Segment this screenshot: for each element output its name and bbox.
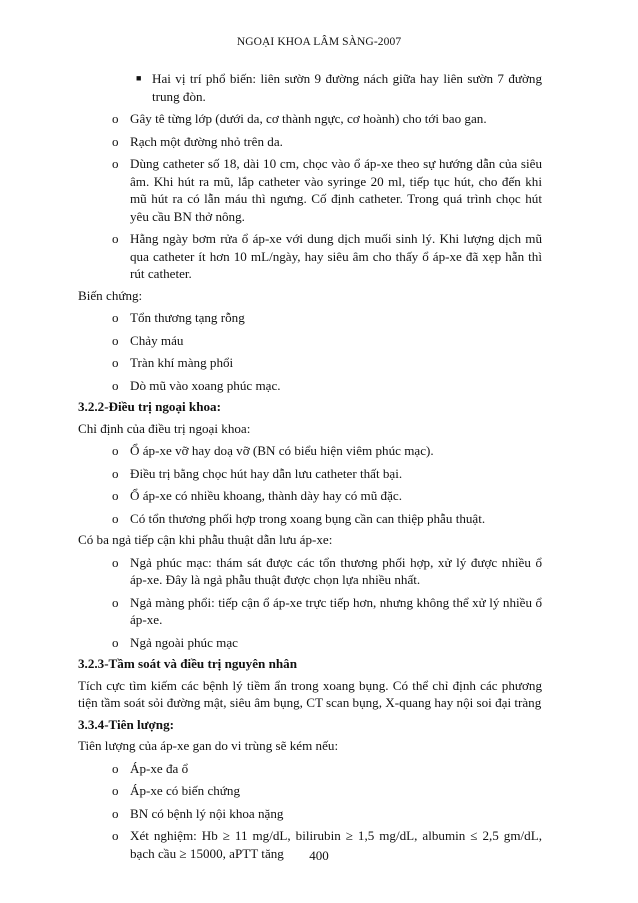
circle-bullet-icon: o [112,377,119,393]
circle-bullet-icon: o [112,111,119,126]
list-item-text: Dùng catheter số 18, dài 10 cm, chọc vào ổ áp-xe theo sự hướng dẫn của siêu âm. Khi hút ra mũ, lắp catheter vào syringe 20 ml, tiếp tục hút, cho đến khi mũ hút ra có lẫn máu thì ngưng. Cố định catheter. Trong quá trình chọc hút yêu cầu BN thở nông. [130,156,542,224]
paragraph: Tích cực tìm kiếm các bệnh lý tiềm ẩn trong xoang bụng. Có thể chỉ định các phương tiện tầm soát sỏi đường mật, siêu âm bụng, CT scan bụng, X-quang hay nội soi đại tràng [78,677,542,710]
page-content [78,70,542,862]
list-item [78,510,542,528]
list-item [78,465,542,483]
circle-bullet-icon: o [112,828,119,843]
circle-bullet-icon: o [112,805,119,821]
list-item [78,133,542,151]
page-number: 400 [309,848,329,863]
list-item [78,377,542,395]
list-item-text: Tổn thương tạng rỗng [130,310,245,325]
circle-bullet-icon: o [112,231,119,246]
list-item [78,487,542,505]
list-item-text: Dò mũ vào xoang phúc mạc. [130,377,281,393]
circle-bullet-icon: o [112,443,119,458]
circle-bullet-icon: o [112,156,119,171]
list-item [78,805,542,823]
list-item-text: Ngả ngoài phúc mạc [130,634,238,650]
list-item-text: Tràn khí màng phổi [130,355,234,370]
circle-bullet-icon: o [112,783,119,798]
list-item-text: Hằng ngày bơm rửa ổ áp-xe với dung dịch muối sinh lý. Khi lượng dịch mũ qua catheter ít hơn 10 mL/ngày, hay siêu âm cho thấy ổ áp-xe đã xẹp hẵn thì rút catheter. [130,231,542,281]
list-item [78,332,542,350]
list-item-text: Chảy máu [130,332,184,348]
circle-bullet-icon: o [112,634,119,650]
list-item-text: Ổ áp-xe có nhiều khoang, thành dày hay có mũ đặc. [130,488,402,503]
circle-bullet-icon: o [112,310,119,325]
section-heading: 3.3.4-Tiên lượng: [78,716,174,732]
list-item [78,554,542,589]
list-item-text: Ngả màng phổi: tiếp cận ổ áp-xe trực tiếp hơn, nhưng không thể xử lý nhiều ổ áp-xe. [130,594,542,627]
paragraph: Chỉ định của điều trị ngoại khoa: [78,420,251,436]
bullet-text: Hai vị trí phổ biến: liên sườn 9 đường nách giữa hay liên sườn 7 đường trung đòn. [152,71,542,104]
list-item-text: Áp-xe đa ổ [130,760,189,776]
circle-bullet-icon: o [112,465,119,481]
circle-bullet-icon: o [112,510,119,526]
list-item-text: Ngả phúc mạc: thám sát được các tổn thương phối hợp, xử lý được nhiều ổ áp-xe. Đây là ngả phẫu thuật được chọn lựa nhiều nhất. [130,554,542,587]
paragraph: Biến chứng: [78,287,143,303]
circle-bullet-icon: o [112,760,119,776]
circle-bullet-icon: o [112,554,119,570]
list-item-text: Ổ áp-xe vỡ hay doạ vỡ (BN có biểu hiện viêm phúc mạc). [130,443,434,458]
list-item [78,782,542,800]
list-item [78,594,542,629]
list-item [78,230,542,283]
list-item [78,354,542,372]
bullet-item [78,70,542,105]
running-header: NGOẠI KHOA LÂM SÀNG-2007 [236,36,402,48]
list-item-text: Áp-xe có biến chứng [130,783,240,798]
paragraph: Có ba ngả tiếp cận khi phẫu thuật dẫn lưu áp-xe: [78,532,333,547]
list-item-text: Gây tê từng lớp (dưới da, cơ thành ngực, cơ hoành) cho tới bao gan. [130,111,487,126]
list-item-text: Xét nghiệm: Hb ≥ 11 mg/dL, bilirubin ≥ 1,5 mg/dL, albumin ≤ 2,5 gm/dL, bạch cầu ≥ 15000, aPTT tăng [130,828,542,861]
paragraph: Tiên lượng của áp-xe gan do vi trùng sẽ kém nếu: [78,738,339,753]
list-item-text: Có tổn thương phối hợp trong xoang bụng cần can thiệp phẫu thuật. [130,510,486,526]
list-item-text: BN có bệnh lý nội khoa nặng [130,805,284,821]
list-item [78,309,542,327]
section-heading: 3.2.2-Điều trị ngoại khoa: [78,399,221,414]
circle-bullet-icon: o [112,594,119,610]
list-item [78,760,542,778]
circle-bullet-icon: o [112,488,119,503]
circle-bullet-icon: o [112,332,119,348]
list-item-text: Điều trị bằng chọc hút hay dẫn lưu catheter thất bại. [130,465,403,481]
circle-bullet-icon: o [112,355,119,370]
list-item-text: Rạch một đường nhỏ trên da. [130,133,283,149]
list-item [78,110,542,128]
list-item [78,155,542,225]
square-bullet-icon: ■ [136,73,142,83]
section-heading: 3.2.3-Tầm soát và điều trị nguyên nhân [78,656,297,671]
circle-bullet-icon: o [112,133,119,149]
list-item [78,634,542,652]
list-item [78,442,542,460]
